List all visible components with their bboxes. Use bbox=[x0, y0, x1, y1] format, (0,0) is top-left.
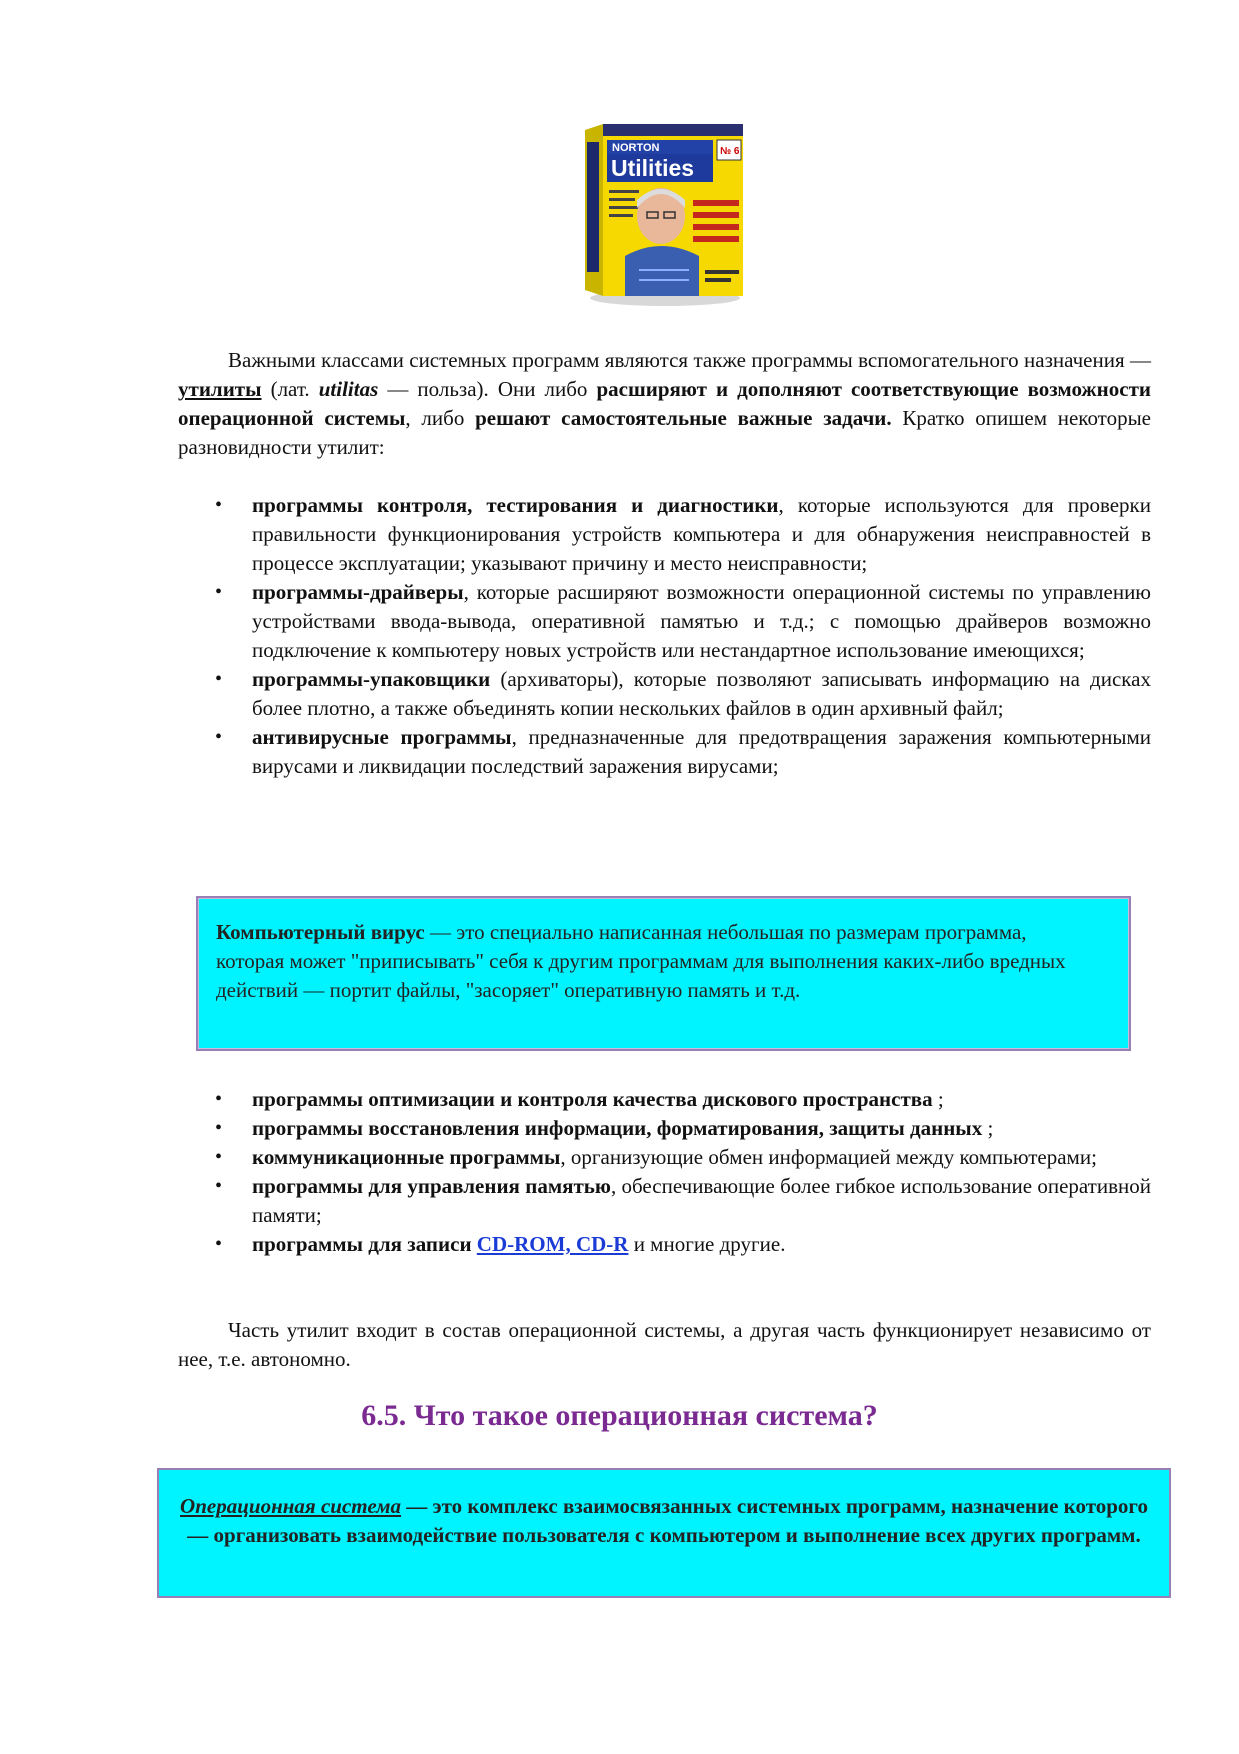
bullet-icon: • bbox=[215, 1088, 223, 1110]
list-item-bold: программы оптимизации и контроля качества дискового пространства bbox=[252, 1087, 933, 1111]
intro-text-5: Кратко опишем некоторые разновидности утилит: bbox=[178, 406, 1151, 459]
list-item-text: , организующие обмен информацией между компьютерами; bbox=[560, 1145, 1097, 1169]
svg-text:№ 6: № 6 bbox=[720, 146, 740, 157]
bullet-icon: • bbox=[215, 668, 223, 690]
bullet-icon: • bbox=[215, 1146, 223, 1168]
list-item-bold: программы контроля, тестирования и диагностики bbox=[252, 493, 779, 517]
list-item bbox=[178, 1230, 1151, 1259]
os-term: Операционная система bbox=[180, 1494, 402, 1518]
section-heading: 6.5. Что такое операционная система? bbox=[361, 1399, 878, 1432]
list-item-bold: программы-упаковщики bbox=[252, 667, 491, 691]
list-item-text: , предназначенные для предотвращения заражения компьютерными вирусами и ликвидации последствий заражения вирусами; bbox=[252, 725, 1151, 778]
intro-bold-1: расширяют и дополняют соответствующие возможности операционной системы bbox=[178, 377, 1151, 430]
utility-types-list bbox=[178, 491, 1151, 781]
list-item-bold: программы для записи bbox=[252, 1232, 477, 1256]
intro-paragraph bbox=[178, 346, 1151, 462]
list-item-bold: антивирусные программы bbox=[252, 725, 512, 749]
os-definition-box bbox=[157, 1468, 1171, 1598]
list-item-bold: программы для управления памятью bbox=[252, 1174, 611, 1198]
list-item-bold: программы-драйверы bbox=[252, 580, 464, 604]
list-item-text: , которые расширяют возможности операционной системы по управлению устройствами ввода-вывода, оперативной памятью и т.д.; с помощью драйверов возможно подключение к компьютеру новых устройств или нестандартное использование имеющихся; bbox=[252, 580, 1151, 662]
virus-definition-text: — это специально написанная небольшая по размерам программа, которая может "приписывать" себя к другим программам для выполнения каких-либо вредных действий — портит файлы, "засоряет" оперативную память и т.д. bbox=[216, 920, 1066, 1002]
list-item bbox=[178, 1172, 1151, 1230]
norton-utilities-box-image bbox=[565, 120, 755, 310]
closing-paragraph: Часть утилит входит в состав операционной системы, а другая часть функционирует независимо от нее, т.е. автономно. bbox=[178, 1318, 1151, 1371]
os-definition-text: — это комплекс взаимосвязанных системных программ, назначение которого — организовать взаимодействие пользователя с компьютером и выполнение всех других программ. bbox=[187, 1494, 1148, 1547]
list-item bbox=[178, 1114, 1151, 1143]
list-item-text: ; bbox=[982, 1116, 994, 1140]
bullet-icon: • bbox=[215, 726, 223, 748]
bullet-icon: • bbox=[215, 581, 223, 603]
intro-latin-word: utilitas bbox=[318, 377, 379, 401]
virus-definition-box bbox=[196, 896, 1131, 1051]
list-item-bold: коммуникационные программы bbox=[252, 1145, 561, 1169]
list-item bbox=[178, 1143, 1151, 1172]
intro-bold-2: решают самостоятельные важные задачи. bbox=[475, 406, 892, 430]
svg-text:Utilities: Utilities bbox=[611, 155, 695, 181]
intro-text-3: — польза). Они либо bbox=[378, 377, 597, 401]
intro-text-1: Важными классами системных программ являются также программы вспомогательного назначения — bbox=[228, 348, 1151, 372]
list-item-text: , которые используются для проверки правильности функционирования устройств компьютера и для обнаружения неисправностей в процессе эксплуатации; указывают причину и место неисправности; bbox=[252, 493, 1151, 575]
intro-text-4: , либо bbox=[405, 406, 476, 430]
virus-term: Компьютерный вирус bbox=[216, 920, 425, 944]
list-item bbox=[178, 723, 1151, 781]
list-item-bold: программы восстановления информации, форматирования, защиты данных bbox=[252, 1116, 983, 1140]
list-item bbox=[178, 665, 1151, 723]
svg-text:NORTON: NORTON bbox=[612, 142, 660, 154]
bullet-icon: • bbox=[215, 494, 223, 516]
list-item-text: , обеспечивающие более гибкое использование оперативной памяти; bbox=[252, 1174, 1151, 1227]
list-item-text: и многие другие. bbox=[628, 1232, 786, 1256]
list-item-text: (архиваторы), которые позволяют записывать информацию на дисках более плотно, а также объединять копии нескольких файлов в один архивный файл; bbox=[252, 667, 1151, 720]
os-definition bbox=[179, 1492, 1149, 1550]
intro-text-2: (лат. bbox=[261, 377, 319, 401]
cd-rom-link[interactable]: CD-ROM, CD-R bbox=[476, 1232, 629, 1256]
virus-definition bbox=[216, 918, 1076, 1005]
bullet-icon: • bbox=[215, 1175, 223, 1197]
list-item-text: ; bbox=[932, 1087, 944, 1111]
intro-term-utilities: утилиты bbox=[178, 377, 262, 401]
list-item bbox=[178, 578, 1151, 665]
bullet-icon: • bbox=[215, 1233, 223, 1255]
list-item bbox=[178, 491, 1151, 578]
list-item bbox=[178, 1085, 1151, 1114]
more-utilities-list bbox=[178, 1085, 1151, 1259]
bullet-icon: • bbox=[215, 1117, 223, 1139]
